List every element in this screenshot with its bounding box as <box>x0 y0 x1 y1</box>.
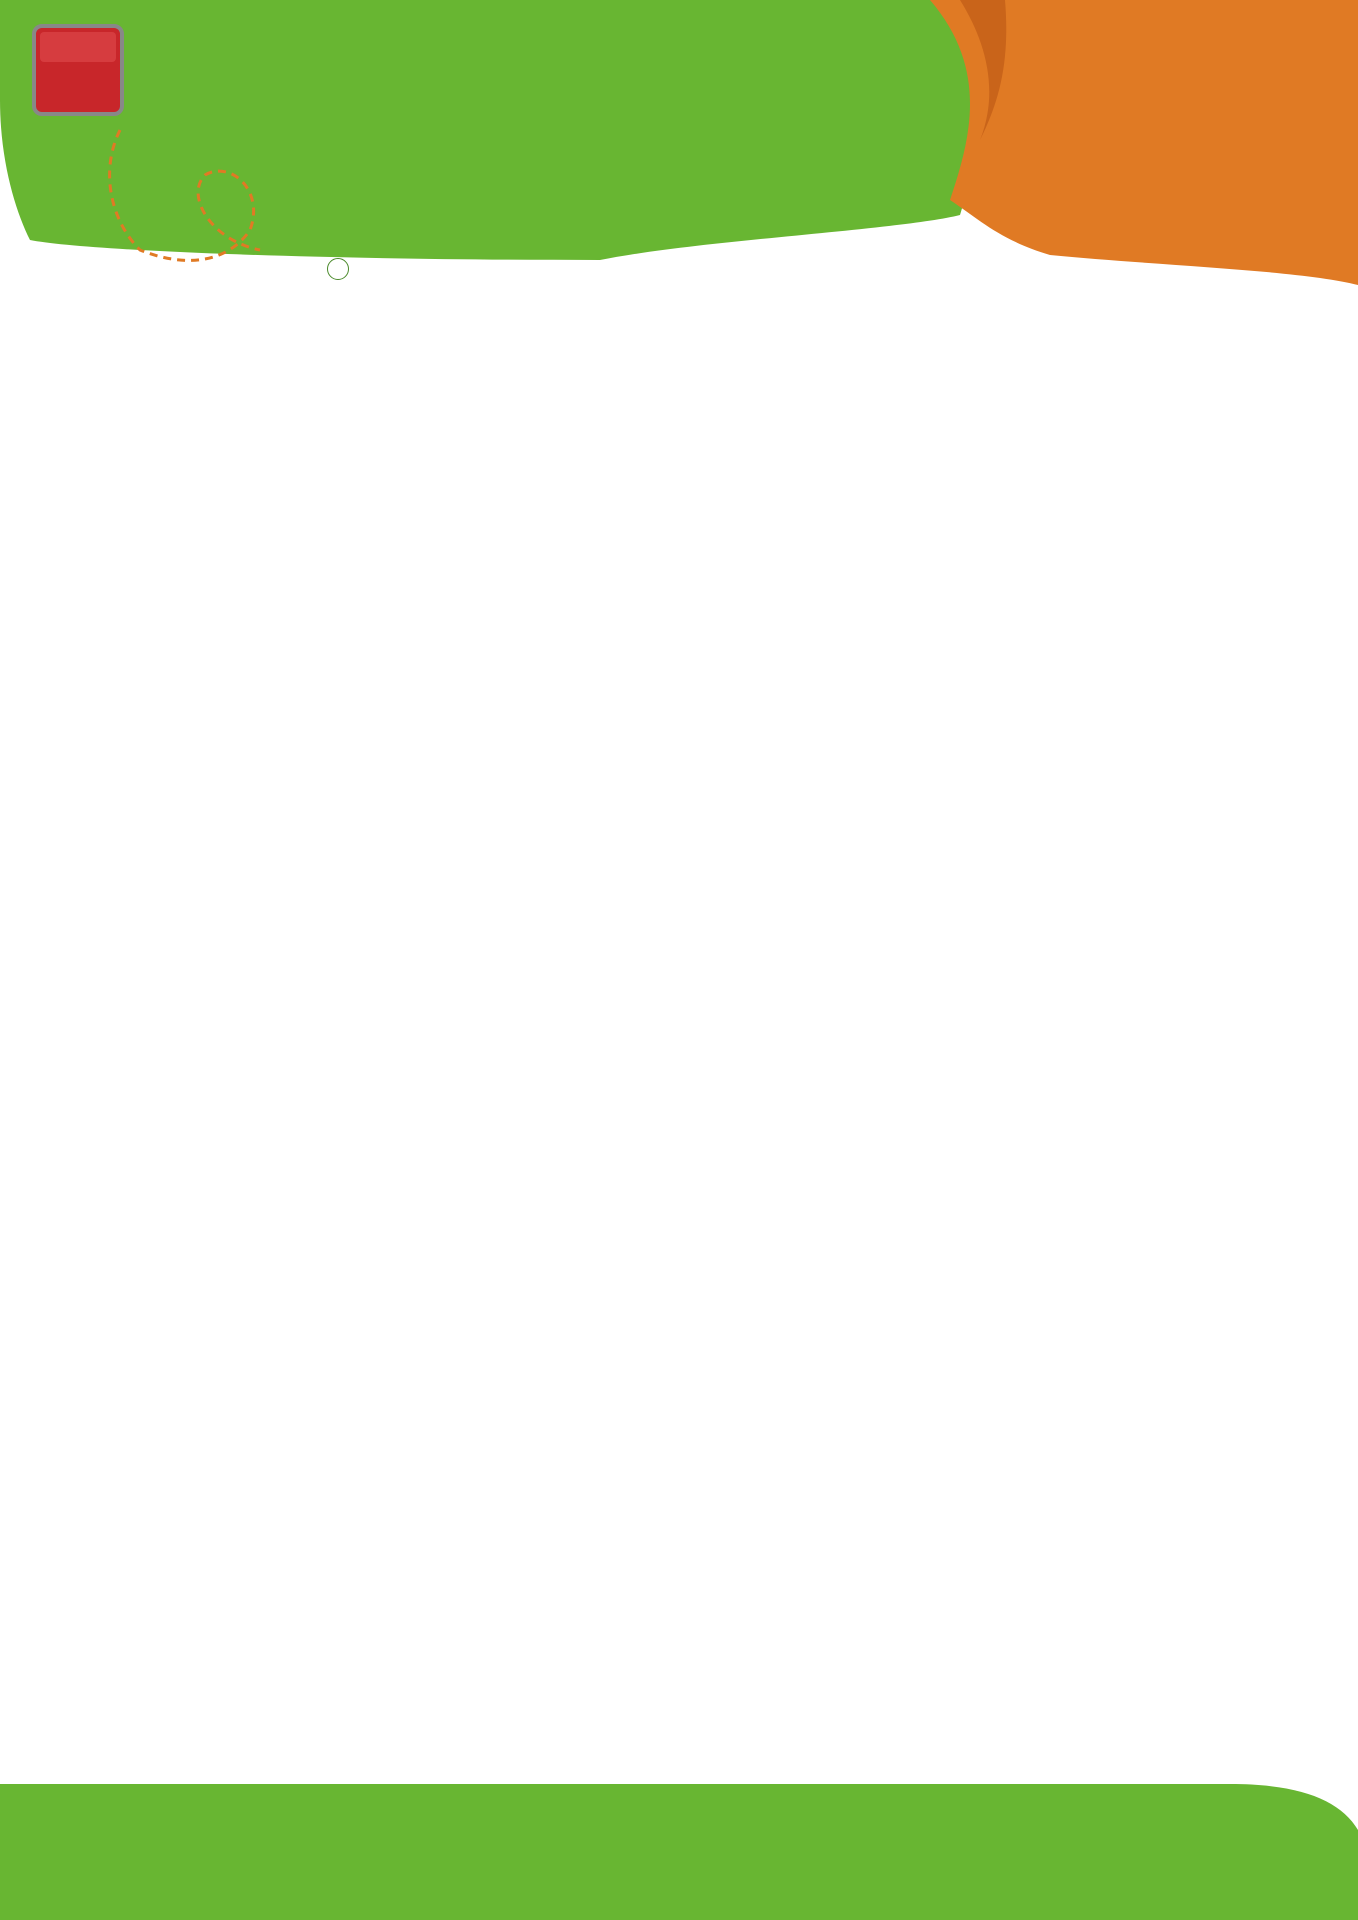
menu-table <box>0 298 1358 1788</box>
header-background <box>0 0 1358 300</box>
week-info <box>433 154 451 184</box>
z-logo <box>30 22 130 122</box>
bio-note <box>325 258 1025 280</box>
footer-background <box>0 1770 1358 1920</box>
bio-badge-icon <box>327 258 349 280</box>
